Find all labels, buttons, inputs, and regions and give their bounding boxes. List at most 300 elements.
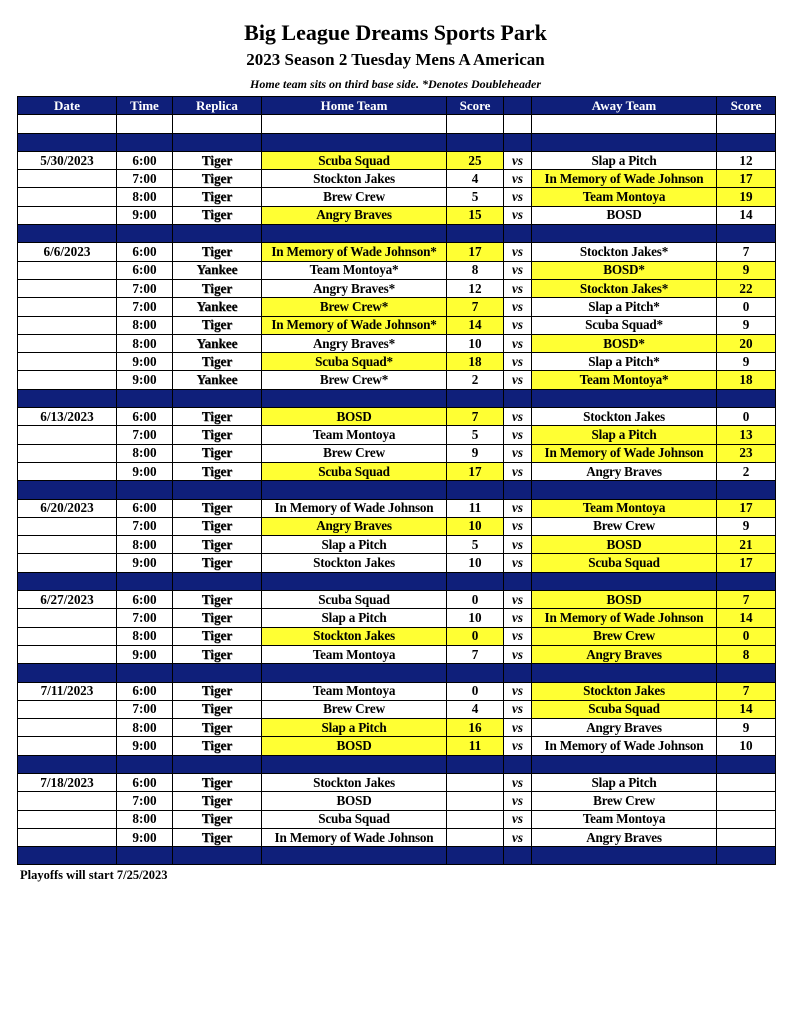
away-team: Team Montoya <box>532 188 717 206</box>
vs-label: vs <box>504 828 532 846</box>
game-time: 6:00 <box>117 243 173 261</box>
game-date <box>18 810 117 828</box>
vs-label: vs <box>504 792 532 810</box>
game-field: Tiger <box>173 719 262 737</box>
away-score: 21 <box>717 536 776 554</box>
home-team: Slap a Pitch <box>262 609 447 627</box>
game-date: 6/27/2023 <box>18 591 117 609</box>
separator-cell <box>18 847 117 865</box>
game-row <box>18 682 776 700</box>
game-row <box>18 517 776 535</box>
away-team: BOSD <box>532 591 717 609</box>
separator-cell <box>173 133 262 151</box>
game-time: 8:00 <box>117 536 173 554</box>
game-date <box>18 609 117 627</box>
home-team: Angry Braves <box>262 206 447 224</box>
blank-cell <box>117 115 173 133</box>
separator-cell <box>117 664 173 682</box>
home-score <box>447 792 504 810</box>
game-time: 8:00 <box>117 719 173 737</box>
game-field: Tiger <box>173 682 262 700</box>
game-field: Tiger <box>173 828 262 846</box>
game-row <box>18 554 776 572</box>
game-row <box>18 444 776 462</box>
separator-cell <box>504 664 532 682</box>
game-field: Tiger <box>173 792 262 810</box>
vs-label: vs <box>504 188 532 206</box>
home-team: Scuba Squad <box>262 462 447 480</box>
schedule-note: Home team sits on third base side. *Denotes Doubleheader <box>250 77 541 91</box>
vs-label: vs <box>504 170 532 188</box>
game-field: Tiger <box>173 206 262 224</box>
home-team: Brew Crew <box>262 700 447 718</box>
separator-cell <box>532 133 717 151</box>
separator-cell <box>532 481 717 499</box>
home-score: 10 <box>447 609 504 627</box>
separator-cell <box>117 133 173 151</box>
game-row <box>18 243 776 261</box>
game-date <box>18 462 117 480</box>
home-team: Brew Crew* <box>262 298 447 316</box>
home-score: 16 <box>447 719 504 737</box>
home-team: In Memory of Wade Johnson* <box>262 243 447 261</box>
game-time: 7:00 <box>117 170 173 188</box>
home-score: 9 <box>447 444 504 462</box>
away-score: 20 <box>717 334 776 352</box>
home-team: In Memory of Wade Johnson <box>262 499 447 517</box>
col-header-away-team: Away Team <box>532 97 717 115</box>
away-score <box>717 792 776 810</box>
game-row <box>18 170 776 188</box>
game-field: Tiger <box>173 426 262 444</box>
game-field: Tiger <box>173 151 262 169</box>
game-time: 6:00 <box>117 682 173 700</box>
home-team: Team Montoya <box>262 682 447 700</box>
game-row <box>18 462 776 480</box>
game-date <box>18 298 117 316</box>
game-date <box>18 536 117 554</box>
home-score: 11 <box>447 737 504 755</box>
game-time: 6:00 <box>117 408 173 426</box>
away-team: In Memory of Wade Johnson <box>532 170 717 188</box>
game-field: Tiger <box>173 499 262 517</box>
home-score <box>447 773 504 791</box>
home-team: Team Montoya <box>262 426 447 444</box>
game-date <box>18 737 117 755</box>
header-row <box>18 97 776 115</box>
game-row <box>18 426 776 444</box>
home-team: Brew Crew* <box>262 371 447 389</box>
separator-cell <box>717 847 776 865</box>
blank-cell <box>173 115 262 133</box>
game-field: Tiger <box>173 279 262 297</box>
vs-label: vs <box>504 517 532 535</box>
game-time: 7:00 <box>117 609 173 627</box>
vs-label: vs <box>504 627 532 645</box>
home-team: Angry Braves* <box>262 279 447 297</box>
game-row <box>18 773 776 791</box>
home-team: In Memory of Wade Johnson <box>262 828 447 846</box>
separator-cell <box>262 755 447 773</box>
game-time: 9:00 <box>117 206 173 224</box>
away-score: 14 <box>717 206 776 224</box>
separator-cell <box>532 847 717 865</box>
game-row <box>18 353 776 371</box>
separator-cell <box>18 481 117 499</box>
game-date <box>18 426 117 444</box>
col-header-time: Time <box>117 97 173 115</box>
home-score: 4 <box>447 170 504 188</box>
blank-cell <box>532 115 717 133</box>
away-team: Angry Braves <box>532 645 717 663</box>
game-field: Tiger <box>173 737 262 755</box>
home-score: 5 <box>447 536 504 554</box>
home-team: Scuba Squad <box>262 810 447 828</box>
vs-label: vs <box>504 700 532 718</box>
away-score: 7 <box>717 591 776 609</box>
vs-label: vs <box>504 462 532 480</box>
blank-cell <box>262 115 447 133</box>
game-time: 6:00 <box>117 151 173 169</box>
game-date <box>18 261 117 279</box>
away-score: 0 <box>717 408 776 426</box>
game-row <box>18 261 776 279</box>
game-field: Tiger <box>173 700 262 718</box>
game-field: Tiger <box>173 554 262 572</box>
vs-label: vs <box>504 261 532 279</box>
home-team: BOSD <box>262 737 447 755</box>
separator-cell <box>532 755 717 773</box>
game-row <box>18 627 776 645</box>
game-date <box>18 444 117 462</box>
away-score: 12 <box>717 151 776 169</box>
away-team: Angry Braves <box>532 828 717 846</box>
game-row <box>18 334 776 352</box>
vs-label: vs <box>504 737 532 755</box>
away-score: 22 <box>717 279 776 297</box>
blank-cell <box>504 115 532 133</box>
separator-cell <box>117 481 173 499</box>
away-team: BOSD <box>532 206 717 224</box>
separator-cell <box>173 847 262 865</box>
game-date: 6/20/2023 <box>18 499 117 517</box>
vs-label: vs <box>504 773 532 791</box>
vs-label: vs <box>504 353 532 371</box>
away-team: Slap a Pitch* <box>532 353 717 371</box>
vs-label: vs <box>504 316 532 334</box>
week-separator <box>18 572 776 590</box>
separator-cell <box>447 225 504 243</box>
away-team: Stockton Jakes* <box>532 279 717 297</box>
blank-cell <box>447 115 504 133</box>
game-row <box>18 828 776 846</box>
separator-cell <box>18 755 117 773</box>
away-score: 7 <box>717 682 776 700</box>
separator-cell <box>18 572 117 590</box>
blank-cell <box>18 115 117 133</box>
vs-label: vs <box>504 151 532 169</box>
game-field: Tiger <box>173 773 262 791</box>
away-team: Stockton Jakes <box>532 682 717 700</box>
game-date <box>18 371 117 389</box>
separator-cell <box>173 225 262 243</box>
game-date <box>18 554 117 572</box>
home-score: 5 <box>447 426 504 444</box>
separator-cell <box>262 389 447 407</box>
vs-label: vs <box>504 810 532 828</box>
separator-cell <box>262 664 447 682</box>
separator-cell <box>117 755 173 773</box>
separator-cell <box>173 664 262 682</box>
separator-cell <box>173 755 262 773</box>
game-row <box>18 719 776 737</box>
vs-label: vs <box>504 243 532 261</box>
game-time: 7:00 <box>117 279 173 297</box>
home-score: 0 <box>447 591 504 609</box>
game-time: 9:00 <box>117 353 173 371</box>
separator-cell <box>173 389 262 407</box>
col-header-replica: Replica <box>173 97 262 115</box>
game-date: 5/30/2023 <box>18 151 117 169</box>
away-score: 8 <box>717 645 776 663</box>
away-score: 13 <box>717 426 776 444</box>
schedule-table <box>17 96 776 865</box>
game-field: Tiger <box>173 645 262 663</box>
game-field: Tiger <box>173 444 262 462</box>
game-time: 6:00 <box>117 499 173 517</box>
vs-label: vs <box>504 499 532 517</box>
home-team: BOSD <box>262 408 447 426</box>
home-team: Team Montoya <box>262 645 447 663</box>
away-score: 17 <box>717 499 776 517</box>
home-score: 0 <box>447 682 504 700</box>
away-score: 17 <box>717 554 776 572</box>
home-team: Angry Braves* <box>262 334 447 352</box>
home-score: 10 <box>447 334 504 352</box>
game-time: 8:00 <box>117 316 173 334</box>
game-row <box>18 371 776 389</box>
separator-cell <box>447 755 504 773</box>
home-team: Stockton Jakes <box>262 627 447 645</box>
home-team: BOSD <box>262 792 447 810</box>
game-field: Tiger <box>173 408 262 426</box>
game-date <box>18 792 117 810</box>
game-time: 6:00 <box>117 261 173 279</box>
away-team: Stockton Jakes* <box>532 243 717 261</box>
week-separator <box>18 664 776 682</box>
playoffs-note: Playoffs will start 7/25/2023 <box>20 868 168 882</box>
away-team: Angry Braves <box>532 719 717 737</box>
separator-cell <box>18 664 117 682</box>
home-score: 5 <box>447 188 504 206</box>
separator-cell <box>18 133 117 151</box>
week-separator <box>18 389 776 407</box>
separator-cell <box>717 755 776 773</box>
away-score: 18 <box>717 371 776 389</box>
away-team: Slap a Pitch <box>532 426 717 444</box>
away-score: 2 <box>717 462 776 480</box>
away-score: 9 <box>717 261 776 279</box>
separator-cell <box>504 481 532 499</box>
game-time: 8:00 <box>117 188 173 206</box>
separator-cell <box>117 225 173 243</box>
home-score: 17 <box>447 462 504 480</box>
vs-label: vs <box>504 279 532 297</box>
away-team: Slap a Pitch <box>532 151 717 169</box>
game-date <box>18 316 117 334</box>
away-team: Slap a Pitch <box>532 773 717 791</box>
game-time: 8:00 <box>117 627 173 645</box>
away-score: 23 <box>717 444 776 462</box>
home-team: In Memory of Wade Johnson* <box>262 316 447 334</box>
game-time: 6:00 <box>117 591 173 609</box>
home-score: 11 <box>447 499 504 517</box>
game-row <box>18 792 776 810</box>
game-time: 8:00 <box>117 810 173 828</box>
separator-cell <box>18 225 117 243</box>
game-time: 7:00 <box>117 700 173 718</box>
game-row <box>18 536 776 554</box>
game-date <box>18 719 117 737</box>
home-team: Scuba Squad* <box>262 353 447 371</box>
home-score: 7 <box>447 408 504 426</box>
separator-cell <box>447 389 504 407</box>
game-field: Tiger <box>173 517 262 535</box>
away-score <box>717 773 776 791</box>
away-team: BOSD* <box>532 334 717 352</box>
away-score: 10 <box>717 737 776 755</box>
separator-cell <box>717 389 776 407</box>
week-separator <box>18 481 776 499</box>
separator-cell <box>173 572 262 590</box>
away-team: Slap a Pitch* <box>532 298 717 316</box>
vs-label: vs <box>504 298 532 316</box>
col-header-away-score: Score <box>717 97 776 115</box>
game-time: 7:00 <box>117 517 173 535</box>
game-field: Tiger <box>173 591 262 609</box>
away-team: Team Montoya <box>532 810 717 828</box>
game-row <box>18 499 776 517</box>
game-row <box>18 609 776 627</box>
game-row <box>18 591 776 609</box>
game-time: 9:00 <box>117 645 173 663</box>
home-score: 10 <box>447 554 504 572</box>
away-score: 9 <box>717 719 776 737</box>
home-score: 17 <box>447 243 504 261</box>
vs-label: vs <box>504 645 532 663</box>
separator-cell <box>504 225 532 243</box>
game-row <box>18 700 776 718</box>
game-field: Yankee <box>173 298 262 316</box>
separator-cell <box>504 572 532 590</box>
home-score: 15 <box>447 206 504 224</box>
home-team: Angry Braves <box>262 517 447 535</box>
separator-cell <box>717 133 776 151</box>
game-row <box>18 737 776 755</box>
vs-label: vs <box>504 554 532 572</box>
away-team: BOSD <box>532 536 717 554</box>
home-team: Team Montoya* <box>262 261 447 279</box>
home-team: Scuba Squad <box>262 151 447 169</box>
separator-cell <box>117 572 173 590</box>
away-team: Team Montoya <box>532 499 717 517</box>
game-row <box>18 151 776 169</box>
vs-label: vs <box>504 591 532 609</box>
game-field: Tiger <box>173 316 262 334</box>
game-row <box>18 408 776 426</box>
separator-cell <box>262 133 447 151</box>
game-field: Tiger <box>173 627 262 645</box>
vs-label: vs <box>504 206 532 224</box>
col-header-home-team: Home Team <box>262 97 447 115</box>
schedule-body <box>18 115 776 865</box>
game-date <box>18 279 117 297</box>
separator-cell <box>504 847 532 865</box>
away-score: 0 <box>717 298 776 316</box>
away-score: 9 <box>717 517 776 535</box>
home-score: 25 <box>447 151 504 169</box>
separator-cell <box>262 225 447 243</box>
game-date <box>18 353 117 371</box>
home-score: 8 <box>447 261 504 279</box>
separator-cell <box>262 847 447 865</box>
game-date <box>18 170 117 188</box>
separator-cell <box>532 225 717 243</box>
away-team: Angry Braves <box>532 462 717 480</box>
home-score <box>447 828 504 846</box>
away-team: In Memory of Wade Johnson <box>532 737 717 755</box>
vs-label: vs <box>504 334 532 352</box>
game-time: 8:00 <box>117 334 173 352</box>
game-date <box>18 700 117 718</box>
game-time: 7:00 <box>117 426 173 444</box>
game-time: 7:00 <box>117 298 173 316</box>
separator-cell <box>117 389 173 407</box>
blank-cell <box>717 115 776 133</box>
separator-cell <box>447 133 504 151</box>
game-field: Tiger <box>173 243 262 261</box>
game-field: Tiger <box>173 462 262 480</box>
game-date <box>18 828 117 846</box>
home-score: 12 <box>447 279 504 297</box>
away-team: Scuba Squad* <box>532 316 717 334</box>
game-date: 6/6/2023 <box>18 243 117 261</box>
away-score: 7 <box>717 243 776 261</box>
home-score: 7 <box>447 645 504 663</box>
separator-cell <box>262 572 447 590</box>
game-field: Yankee <box>173 261 262 279</box>
col-header-date: Date <box>18 97 117 115</box>
away-team: Scuba Squad <box>532 700 717 718</box>
home-score <box>447 810 504 828</box>
game-field: Tiger <box>173 353 262 371</box>
away-score: 14 <box>717 609 776 627</box>
game-date <box>18 188 117 206</box>
separator-cell <box>262 481 447 499</box>
vs-label: vs <box>504 371 532 389</box>
game-time: 9:00 <box>117 371 173 389</box>
away-score <box>717 828 776 846</box>
away-score: 19 <box>717 188 776 206</box>
separator-cell <box>717 225 776 243</box>
page-subtitle: 2023 Season 2 Tuesday Mens A American <box>246 50 545 69</box>
game-date <box>18 645 117 663</box>
blank-row <box>18 115 776 133</box>
week-separator <box>18 847 776 865</box>
home-team: Scuba Squad <box>262 591 447 609</box>
away-score: 14 <box>717 700 776 718</box>
game-date <box>18 627 117 645</box>
